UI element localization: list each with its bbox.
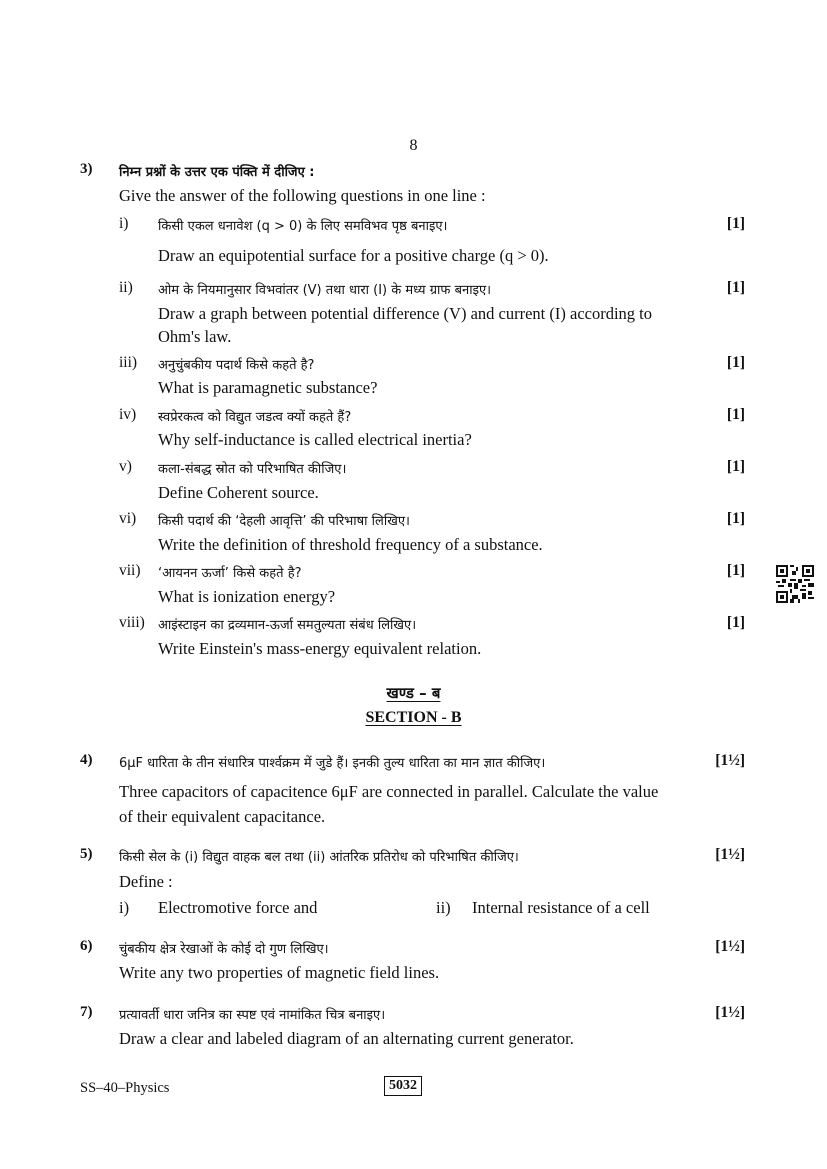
question-7-en: Draw a clear and labeled diagram of an alternating current generator. xyxy=(119,1029,574,1048)
item-iv-hi: स्वप्रेरकत्व को विद्युत जडत्व क्यों कहते हैं? xyxy=(158,410,352,425)
item-vi-label: vi) xyxy=(119,510,137,527)
item-iv-label: iv) xyxy=(119,406,137,423)
question-5-en: Define : xyxy=(119,872,173,891)
item-v-label: v) xyxy=(119,458,132,475)
item-iii-label: iii) xyxy=(119,354,138,371)
question-6-number: 6) xyxy=(80,938,93,954)
question-7-number: 7) xyxy=(80,1004,93,1020)
question-3-heading-hi: निम्न प्रश्नों के उत्तर एक पंक्ति में दीजिए : xyxy=(119,165,315,180)
page-number: 8 xyxy=(409,137,418,154)
item-viii-marks: [1] xyxy=(726,614,745,631)
question-5-sub-ii-label: ii) xyxy=(436,898,451,917)
question-4-hi: 6μF धारिता के तीन संधारित्र पार्श्वक्रम में जुडे हैं। इनकी तुल्य धारिता का मान ज्ञात कीजिए। xyxy=(119,756,546,771)
item-ii-hi: ओम के नियमानुसार विभवांतर (V) तथा धारा (I) के मध्य ग्राफ बनाइए। xyxy=(158,283,492,298)
item-vi-hi: किसी पदार्थ की ‘देहली आवृत्ति’ की परिभाषा लिखिए। xyxy=(158,514,410,529)
item-ii-label: ii) xyxy=(119,279,133,296)
qr-code-icon xyxy=(776,565,814,603)
footer-paper-name: SS–40–Physics xyxy=(80,1080,170,1096)
item-i-label: i) xyxy=(119,215,129,232)
question-4-en-line1: Three capacitors of capacitence 6μF are connected in parallel. Calculate the value xyxy=(119,782,659,801)
item-viii-label: viii) xyxy=(119,614,145,631)
item-ii-en-line2: Ohm's law. xyxy=(158,327,232,346)
footer-paper-code: 5032 xyxy=(384,1076,422,1096)
question-3-number: 3) xyxy=(80,161,93,177)
item-vii-label: vii) xyxy=(119,562,141,579)
section-title-hi: खण्ड – ब xyxy=(386,684,441,702)
item-v-hi: कला-संबद्ध स्रोत को परिभाषित कीजिए। xyxy=(158,462,347,477)
item-iii-hi: अनुचुंबकीय पदार्थ किसे कहते है? xyxy=(158,358,315,373)
item-i-en: Draw an equipotential surface for a positive charge (q > 0). xyxy=(158,246,549,265)
item-vii-en: What is ionization energy? xyxy=(158,587,336,606)
question-4-en-line2: of their equivalent capacitance. xyxy=(119,807,326,826)
question-3-heading-en: Give the answer of the following questions in one line : xyxy=(119,186,486,205)
item-v-en: Define Coherent source. xyxy=(158,483,319,502)
item-v-marks: [1] xyxy=(726,458,745,475)
section-title-en: SECTION - B xyxy=(365,709,462,726)
item-ii-marks: [1] xyxy=(726,279,745,296)
question-4-marks: [1½] xyxy=(715,752,745,769)
item-iv-en: Why self-inductance is called electrical inertia? xyxy=(158,430,472,449)
item-i-marks: [1] xyxy=(726,215,745,232)
item-iv-marks: [1] xyxy=(726,406,745,423)
item-viii-en: Write Einstein's mass-energy equivalent relation. xyxy=(158,639,482,658)
item-vii-marks: [1] xyxy=(726,562,745,579)
question-6-marks: [1½] xyxy=(715,938,745,955)
item-vii-hi: ‘आयनन ऊर्जा’ किसे कहते है? xyxy=(158,566,302,581)
item-ii-en-line1: Draw a graph between potential difference (V) and current (I) according to xyxy=(158,304,653,323)
question-6-hi: चुंबकीय क्षेत्र रेखाओं के कोई दो गुण लिखिए। xyxy=(119,942,329,957)
question-7-marks: [1½] xyxy=(715,1004,745,1021)
question-5-sub-i-label: i) xyxy=(119,898,130,917)
question-5-number: 5) xyxy=(80,846,93,862)
question-5-marks: [1½] xyxy=(715,846,745,863)
question-6-en: Write any two properties of magnetic field lines. xyxy=(119,963,440,982)
item-iii-marks: [1] xyxy=(726,354,745,371)
item-viii-hi: आइंस्टाइन का द्रव्यमान-ऊर्जा समतुल्यता संबंध लिखिए। xyxy=(158,618,417,633)
question-5-sub-i: Electromotive force and xyxy=(158,898,318,917)
question-4-number: 4) xyxy=(80,752,93,768)
question-5-hi: किसी सेल के (i) विद्युत वाहक बल तथा (ii) आंतरिक प्रतिरोध को परिभाषित कीजिए। xyxy=(119,850,519,865)
item-vi-en: Write the definition of threshold frequency of a substance. xyxy=(158,535,543,554)
question-7-hi: प्रत्यावर्ती धारा जनित्र का स्पष्ट एवं नामांकित चित्र बनाइए। xyxy=(119,1008,386,1023)
item-vi-marks: [1] xyxy=(726,510,745,527)
question-5-sub-ii: Internal resistance of a cell xyxy=(472,898,650,917)
item-iii-en: What is paramagnetic substance? xyxy=(158,378,378,397)
item-i-hi: किसी एकल धनावेश (q > 0) के लिए समविभव पृष्ठ बनाइए। xyxy=(158,219,448,234)
